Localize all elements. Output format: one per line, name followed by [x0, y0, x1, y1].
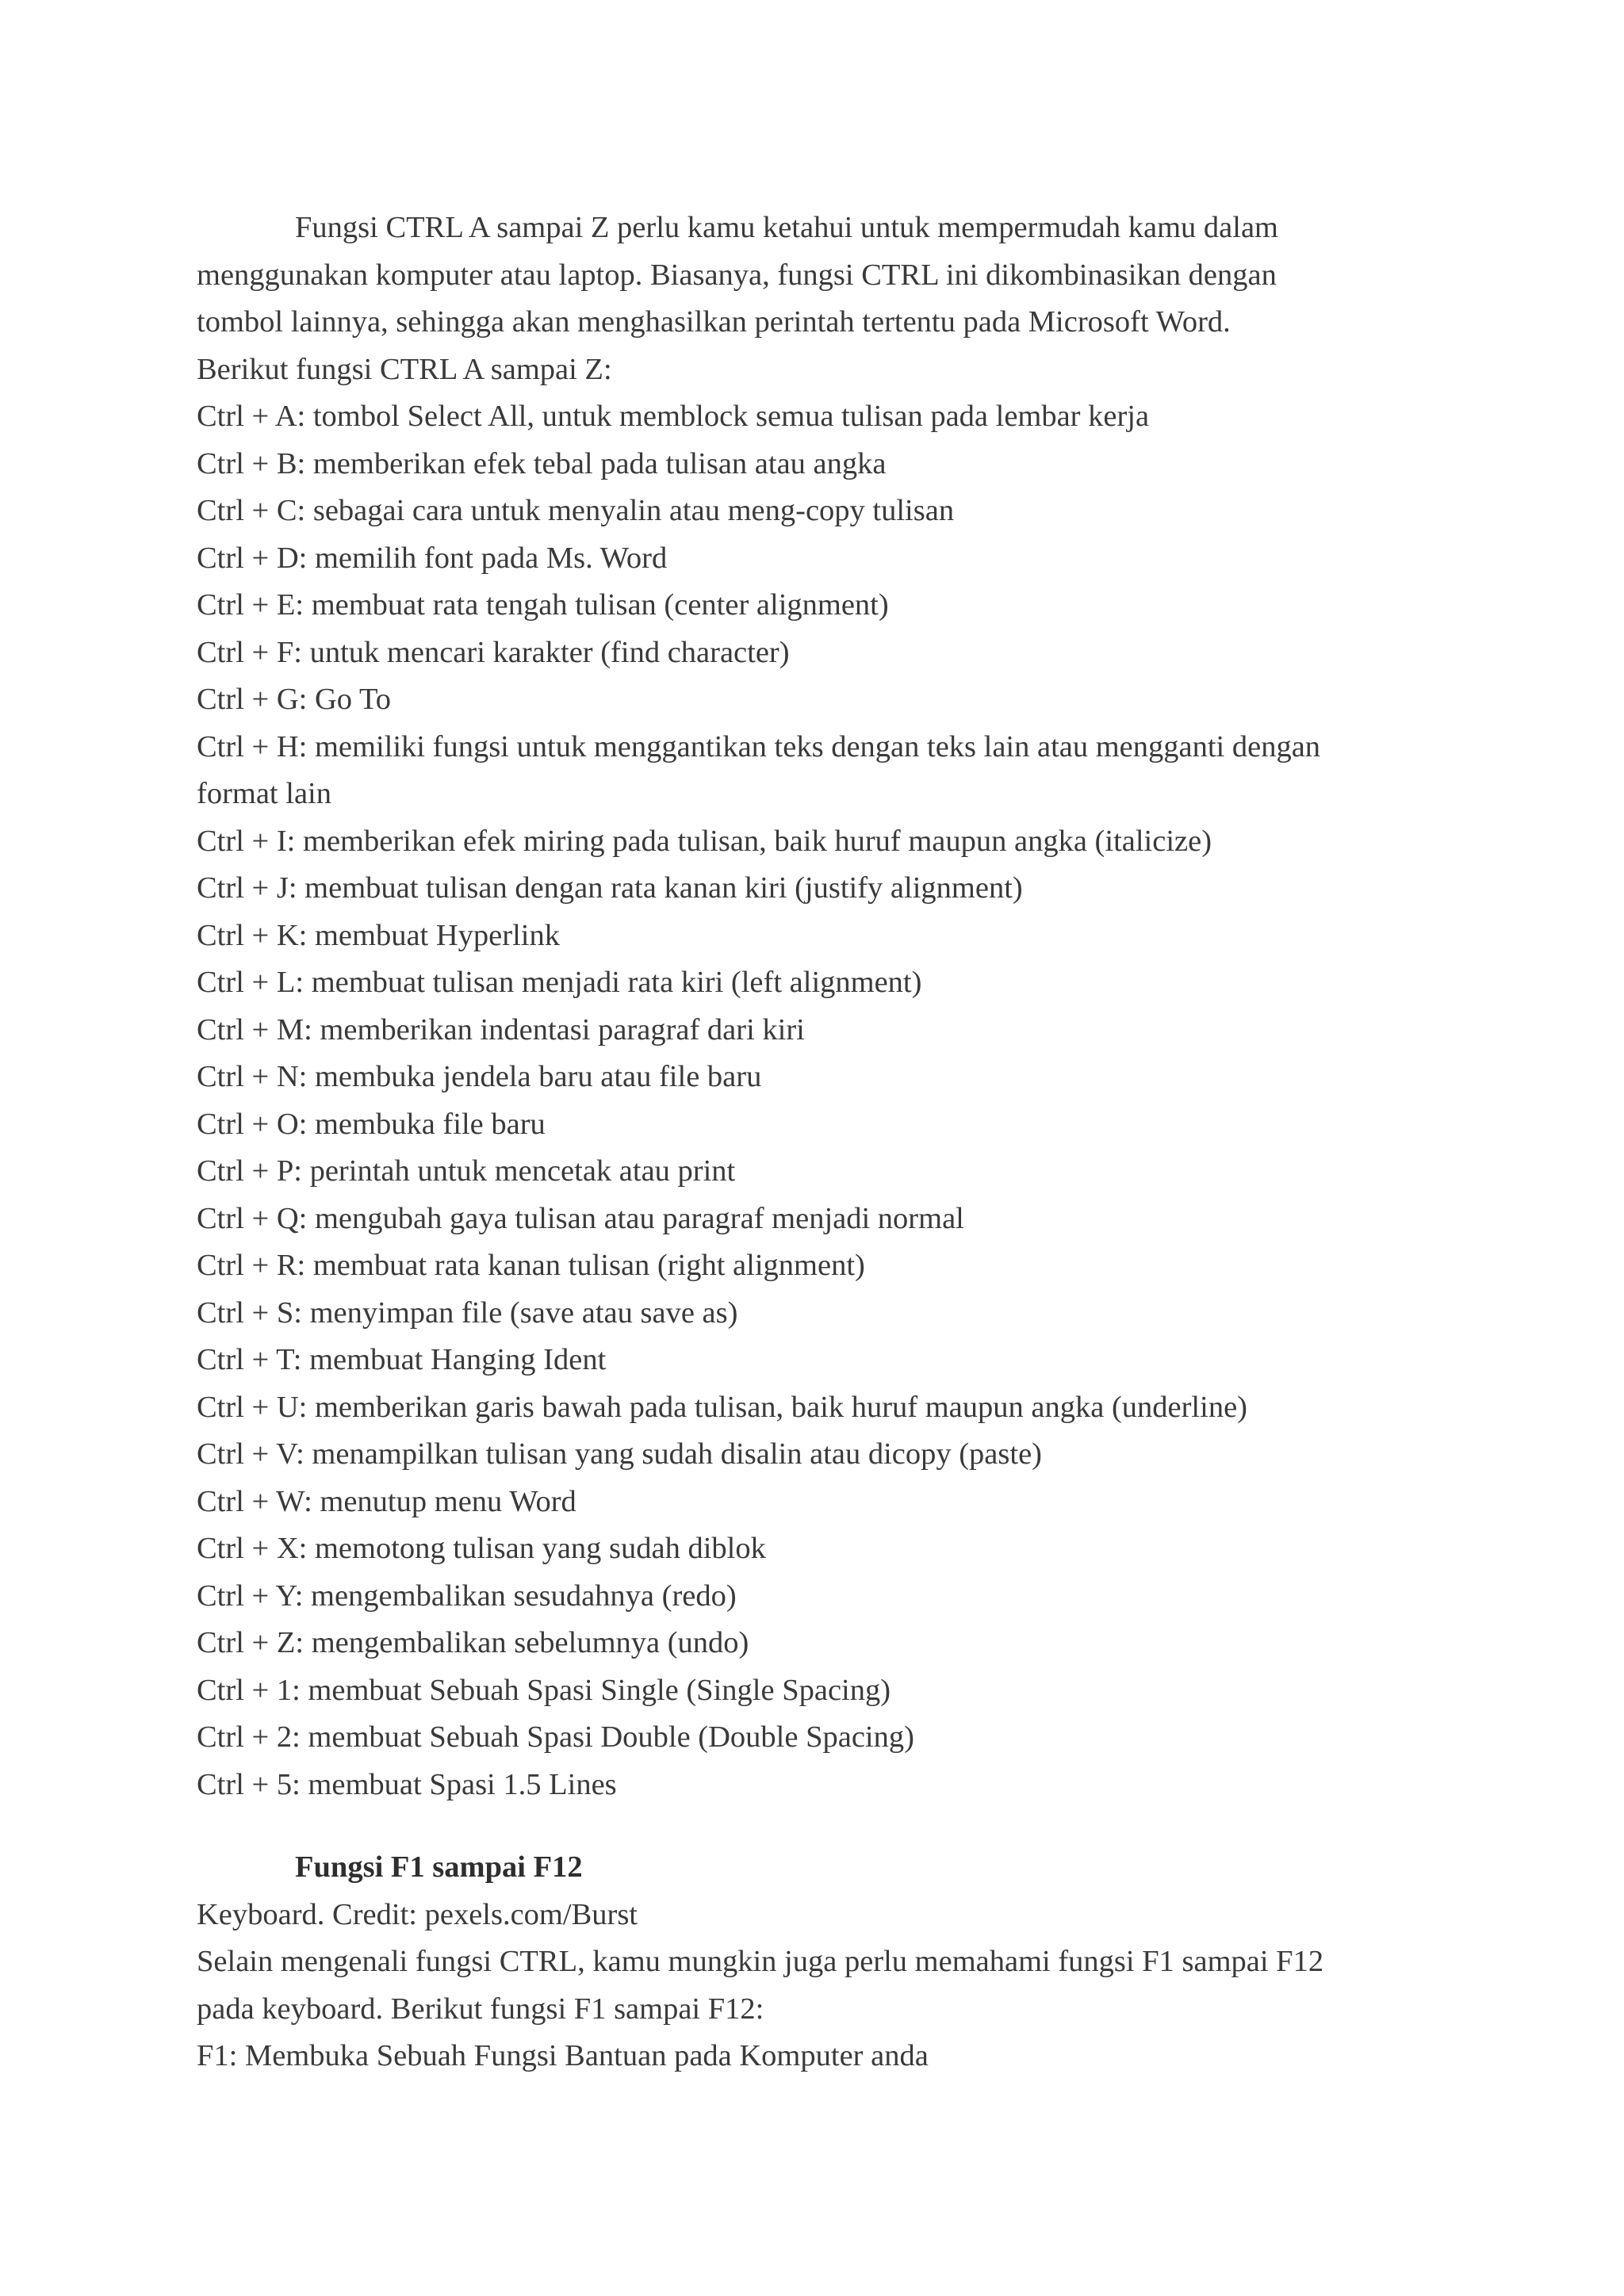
section-paragraph-line: pada keyboard. Berikut fungsi F1 sampai F12:	[197, 1992, 764, 2026]
ctrl-shortcut-item: Ctrl + K: membuat Hyperlink	[197, 918, 560, 952]
intro-paragraph	[197, 205, 1434, 393]
f-keys-section	[197, 1844, 1434, 2080]
section-heading: Fungsi F1 sampai F12	[295, 1850, 583, 1884]
image-caption: Keyboard. Credit: pexels.com/Burst	[197, 1897, 638, 1931]
ctrl-shortcut-item: Ctrl + 5: membuat Spasi 1.5 Lines	[197, 1767, 617, 1801]
ctrl-shortcut-item: Ctrl + R: membuat rata kanan tulisan (right alignment)	[197, 1249, 865, 1282]
ctrl-shortcut-item: Ctrl + O: membuka file baru	[197, 1107, 546, 1141]
ctrl-shortcut-item: Ctrl + E: membuat rata tengah tulisan (center alignment)	[197, 588, 889, 622]
intro-line: tombol lainnya, sehingga akan menghasilkan perintah tertentu pada Microsoft Word.	[197, 305, 1231, 339]
ctrl-shortcut-item: Ctrl + I: memberikan efek miring pada tulisan, baik huruf maupun angka (italicize)	[197, 824, 1212, 858]
section-paragraph-line: Selain mengenali fungsi CTRL, kamu mungkin juga perlu memahami fungsi F1 sampai F12	[197, 1945, 1324, 1978]
intro-line: Fungsi CTRL A sampai Z perlu kamu ketahui untuk mempermudah kamu dalam	[295, 211, 1278, 244]
ctrl-shortcut-item: Ctrl + 1: membuat Sebuah Spasi Single (Single Spacing)	[197, 1673, 891, 1707]
ctrl-shortcut-item: Ctrl + Y: mengembalikan sesudahnya (redo)	[197, 1578, 737, 1613]
ctrl-shortcut-item: Ctrl + C: sebagai cara untuk menyalin atau meng-copy tulisan	[197, 494, 955, 527]
ctrl-shortcut-item: Ctrl + J: membuat tulisan dengan rata kanan kiri (justify alignment)	[197, 871, 1023, 905]
ctrl-shortcut-item: Ctrl + T: membuat Hanging Ident	[197, 1343, 607, 1376]
ctrl-shortcut-item: Ctrl + A: tombol Select All, untuk memblock semua tulisan pada lembar kerja	[197, 400, 1150, 433]
ctrl-shortcut-item: Ctrl + V: menampilkan tulisan yang sudah disalin atau dicopy (paste)	[197, 1437, 1042, 1471]
ctrl-shortcut-item: Ctrl + L: membuat tulisan menjadi rata kiri (left alignment)	[197, 966, 922, 999]
ctrl-shortcut-item: Ctrl + F: untuk mencari karakter (find character)	[197, 635, 790, 669]
page-content	[197, 205, 1434, 2080]
ctrl-shortcut-item: Ctrl + N: membuka jendela baru atau file baru	[197, 1060, 762, 1093]
section-spacer	[197, 1808, 1434, 1844]
intro-line: Berikut fungsi CTRL A sampai Z:	[197, 352, 612, 386]
ctrl-shortcut-item: Ctrl + U: memberikan garis bawah pada tulisan, baik huruf maupun angka (underline)	[197, 1390, 1247, 1424]
ctrl-shortcut-item: Ctrl + M: memberikan indentasi paragraf dari kiri	[197, 1012, 805, 1047]
ctrl-shortcut-item: Ctrl + G: Go To	[197, 683, 392, 716]
ctrl-shortcut-item: Ctrl + 2: membuat Sebuah Spasi Double (Double Spacing)	[197, 1720, 914, 1754]
ctrl-shortcut-item: Ctrl + X: memotong tulisan yang sudah diblok	[197, 1532, 766, 1565]
ctrl-shortcut-item: Ctrl + W: menutup menu Word	[197, 1484, 576, 1518]
ctrl-shortcut-item: Ctrl + H: memiliki fungsi untuk menggantikan teks dengan teks lain atau mengganti dengan	[197, 729, 1321, 763]
ctrl-shortcut-item: Ctrl + P: perintah untuk mencetak atau print	[197, 1154, 736, 1188]
ctrl-shortcut-item: Ctrl + B: memberikan efek tebal pada tulisan atau angka	[197, 446, 887, 480]
intro-line: menggunakan komputer atau laptop. Biasanya, fungsi CTRL ini dikombinasikan dengan	[197, 258, 1277, 292]
ctrl-shortcut-list	[197, 393, 1434, 1808]
ctrl-shortcut-item: Ctrl + S: menyimpan file (save atau save as)	[197, 1295, 738, 1330]
ctrl-shortcut-item: Ctrl + Z: mengembalikan sebelumnya (undo)	[197, 1626, 749, 1659]
ctrl-shortcut-item: Ctrl + D: memilih font pada Ms. Word	[197, 541, 668, 575]
f-key-item: F1: Membuka Sebuah Fungsi Bantuan pada Komputer anda	[197, 2039, 929, 2072]
ctrl-shortcut-item: Ctrl + Q: mengubah gaya tulisan atau paragraf menjadi normal	[197, 1201, 964, 1235]
ctrl-shortcut-item-continuation: format lain	[197, 777, 331, 810]
